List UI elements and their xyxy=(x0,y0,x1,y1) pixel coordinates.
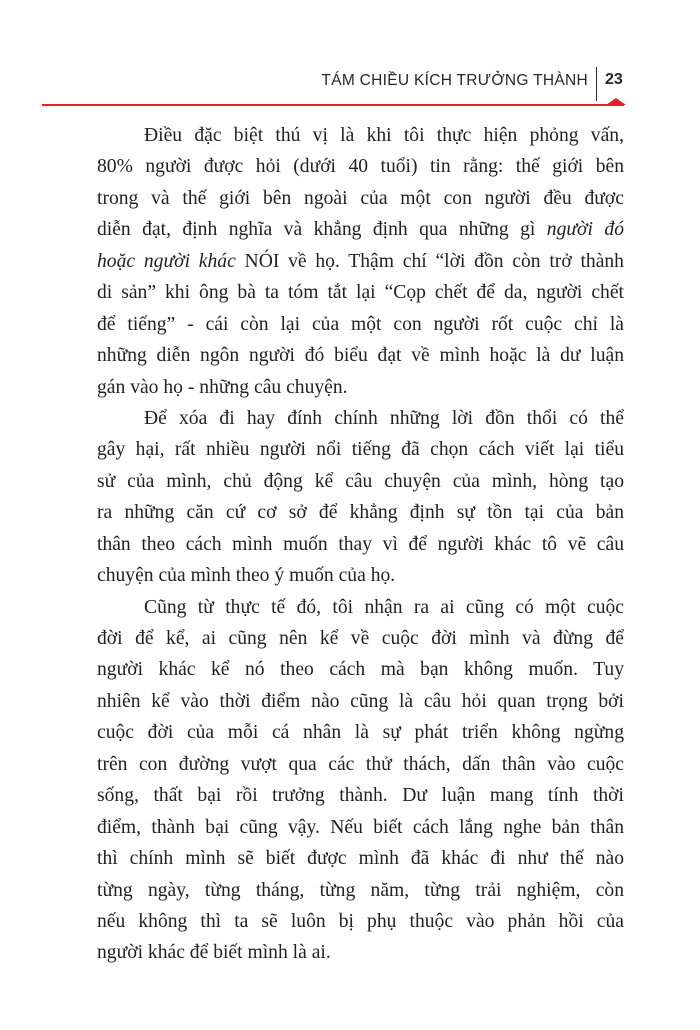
body-text xyxy=(97,120,624,969)
italic-phrase: hoặc người khác xyxy=(97,250,236,272)
text-line: gán vào họ - những câu chuyện. xyxy=(97,376,348,398)
text-line: sống, thất bại rồi trưởng thành. Dư luận mang tính thời xyxy=(97,785,624,807)
text-line: những diễn ngôn người đó biểu đạt về mình hoặc là dư luận xyxy=(97,345,624,367)
running-head xyxy=(0,0,700,110)
text-line: trong và thế giới bên ngoài của một con người đều được xyxy=(97,187,624,209)
text-line: thì chính mình sẽ biết được mình đã khác đi như thế nào xyxy=(97,848,624,870)
text-line: chuyện của mình theo ý muốn của họ. xyxy=(97,565,396,587)
text-line: di sản” khi ông bà ta tóm tắt lại “Cọp chết để da, người chết xyxy=(97,282,624,304)
text-line: Điều đặc biệt thú vị là khi tôi thực hiện phỏng vấn, xyxy=(144,125,624,146)
paragraph-1 xyxy=(97,120,624,403)
running-title: TÁM CHIỀU KÍCH TRƯỞNG THÀNH xyxy=(321,72,588,89)
text-line: gây hại, rất nhiều người nổi tiếng đã chọn cách viết lại tiểu xyxy=(97,439,624,461)
text-line: đời để kể, ai cũng nên kể về cuộc đời mình và đừng để xyxy=(97,628,624,649)
italic-phrase: người đó xyxy=(546,219,624,241)
header-divider xyxy=(596,67,597,101)
text-line: 80% người được hỏi (dưới 40 tuổi) tin rằng: thế giới bên xyxy=(97,156,624,178)
header-rule xyxy=(42,104,624,106)
text-line: trên con đường vượt qua các thử thách, dấn thân vào cuộc xyxy=(97,753,624,775)
paragraph-3 xyxy=(97,592,624,969)
text-line: hoặc người khác NÓI về họ. Thậm chí “lời đồn còn trở thành xyxy=(97,250,624,272)
text-line: ra những căn cứ cơ sở để khẳng định sự tồn tại của bản xyxy=(97,502,624,524)
header-triangle-marker xyxy=(606,98,626,105)
text-line: người khác để biết mình là ai. xyxy=(97,942,331,964)
text-line: diễn đạt, định nghĩa và khẳng định qua những gì người đó xyxy=(97,219,624,241)
page-number: 23 xyxy=(605,71,623,88)
text-line: Để xóa đi hay đính chính những lời đồn thổi có thể xyxy=(144,407,624,429)
text-line: từng ngày, từng tháng, từng năm, từng trải nghiệm, còn xyxy=(97,879,624,901)
text-line: để tiếng” - cái còn lại của một con người rốt cuộc chỉ là xyxy=(97,313,624,335)
text-line: điểm, thành bại cũng vậy. Nếu biết cách lắng nghe bản thân xyxy=(97,816,624,838)
text-line: cuộc đời của mỗi cá nhân là sự phát triển không ngừng xyxy=(97,722,624,744)
text-line: nhiên kể vào thời điểm nào cũng là câu hỏi quan trọng bởi xyxy=(97,690,624,712)
text-line: nếu không thì ta sẽ luôn bị phụ thuộc vào phản hồi của xyxy=(97,910,624,932)
text-line: sử của mình, chủ động kể câu chuyện của mình, hòng tạo xyxy=(97,470,624,492)
paragraph-2 xyxy=(97,403,624,592)
text-line: Cũng từ thực tế đó, tôi nhận ra ai cũng có một cuộc xyxy=(144,596,624,618)
text-line: thân theo cách mình muốn thay vì để người khác tô vẽ câu xyxy=(97,533,624,555)
text-line: người khác kể nó theo cách mà bạn không muốn. Tuy xyxy=(97,659,624,681)
